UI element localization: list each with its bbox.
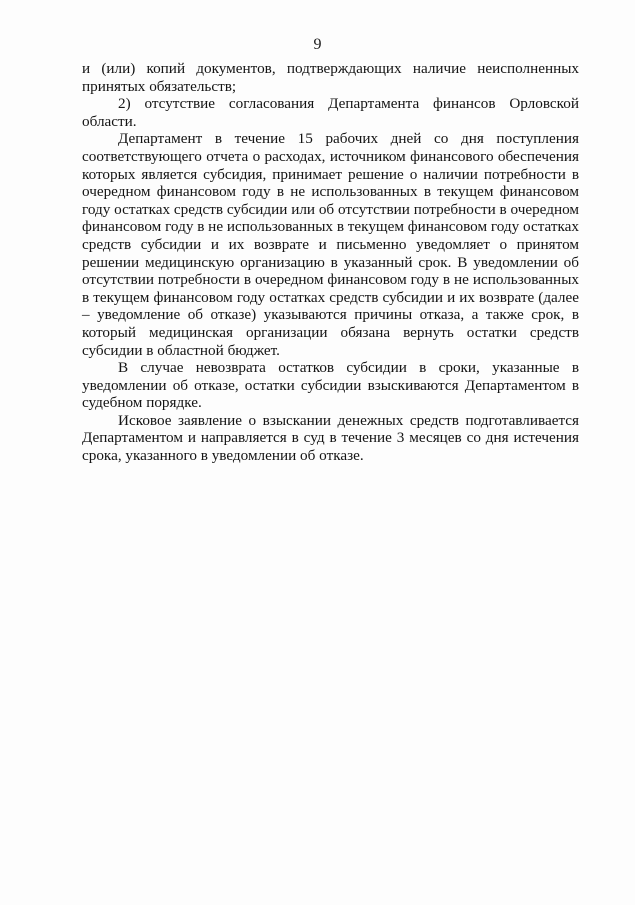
document-body [82, 60, 579, 465]
paragraph-item-2: 2) отсутствие согласования Департамента финансов Орловской области. [82, 95, 579, 130]
paragraph-lawsuit: Исковое заявление о взыскании денежных средств подготавливается Департаментом и направляется в суд в течение 3 месяцев со дня истечения срока, указанного в уведомлении об отказе. [82, 411, 579, 465]
page-number: 9 [313, 36, 322, 53]
paragraph-department-decision: Департамент в течение 15 рабочих дней со дня поступления соответствующего отчета о расходах, источником финансового обеспечения которых является субсидия, принимает решение о наличии потребности в очередном финансовом году в не использованных в текущем финансовом году остатках средств субсидии или об отсутствии потребности в очередном финансовом году в не использованных в текущем финансовом году остатках средств субсидии и их возврате и письменно уведомляет о принятом решении медицинскую организацию в указанный срок. В уведомлении об отсутствии потребности в очередном финансовом году в не использованных в текущем финансовом году остатках средств субсидии и их возврате (далее – уведомление об отказе) указываются причины отказа, а также срок, в который медицинская организации обязана вернуть остатки средств субсидии в областной бюджет. [82, 130, 579, 359]
paragraph-continuation: и (или) копий документов, подтверждающих наличие неисполненных принятых обязательств; [82, 60, 579, 95]
paragraph-non-return: В случае невозврата остатков субсидии в сроки, указанные в уведомлении об отказе, остатки субсидии взыскиваются Департаментом в судебном порядке. [82, 359, 579, 412]
